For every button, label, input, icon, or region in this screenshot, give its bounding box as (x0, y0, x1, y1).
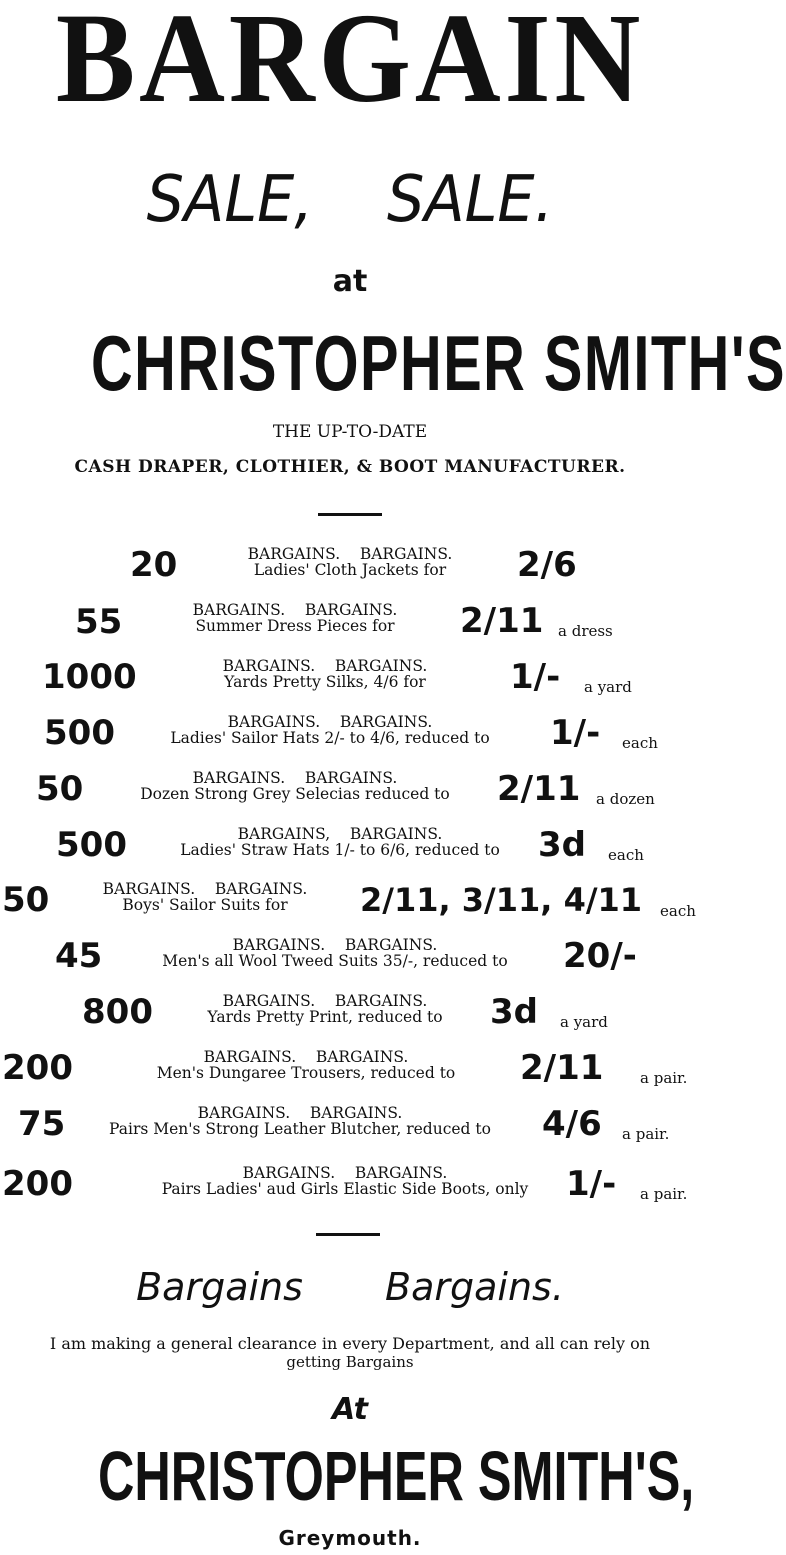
headline-bargain: BARGAIN (55, 0, 645, 129)
item-unit: a yard (560, 1013, 608, 1031)
item-price: 2/6 (517, 545, 577, 585)
item-unit: a pair. (640, 1069, 688, 1087)
item-text: Summer Dress Pieces for (195, 617, 395, 635)
divider-top (318, 513, 382, 516)
town-name: Greymouth. (278, 1526, 422, 1550)
item-text: Ladies' Straw Hats 1/- to 6/6, reduced to (180, 841, 500, 859)
item-heading: BARGAINS. BARGAINS. (242, 1164, 448, 1182)
item-price: 2/11 (520, 1048, 604, 1088)
item-unit: a dozen (596, 790, 655, 808)
item-price: 2/11 (497, 769, 581, 809)
bargains-line: Bargains Bargains. (136, 1265, 564, 1309)
item-price: 1/- (510, 657, 561, 697)
item-unit: each (608, 846, 644, 864)
item-text: Yards Pretty Print, reduced to (207, 1008, 443, 1026)
item-quantity: 50 (2, 880, 50, 920)
item-price: 1/- (566, 1164, 617, 1204)
item-description (140, 937, 530, 969)
item-heading: BARGAINS. BARGAINS. (247, 545, 453, 563)
at-word-footer: At (332, 1392, 368, 1427)
item-description (200, 546, 500, 578)
item-unit: a pair. (640, 1185, 688, 1203)
item-quantity: 200 (2, 1164, 73, 1204)
shop-name: CHRISTOPHER SMITH'S (91, 319, 786, 407)
item-text: Pairs Men's Strong Leather Blutcher, reduced to (109, 1120, 491, 1138)
clearance-text-line1: I am making a general clearance in every Department, and all can rely on (49, 1334, 651, 1353)
item-text: Pairs Ladies' aud Girls Elastic Side Boots, only (161, 1180, 529, 1198)
item-unit: each (660, 902, 696, 920)
item-unit: each (622, 734, 658, 752)
tagline-trades: CASH DRAPER, CLOTHIER, & BOOT MANUFACTURER. (74, 457, 626, 477)
item-quantity: 200 (2, 1048, 73, 1088)
item-text: Yards Pretty Silks, 4/6 for (224, 673, 426, 691)
item-text: Men's Dungaree Trousers, reduced to (156, 1064, 456, 1082)
item-heading: BARGAINS. BARGAINS. (192, 769, 398, 787)
tagline-up-to-date: THE UP-TO-DATE (272, 422, 428, 442)
item-description (136, 1049, 476, 1081)
item-quantity: 50 (36, 769, 84, 809)
item-description (180, 993, 470, 1025)
item-description (90, 1105, 510, 1137)
item-price: 3d (538, 825, 586, 865)
item-description (160, 826, 520, 858)
item-quantity: 1000 (42, 657, 137, 697)
item-quantity: 800 (82, 992, 153, 1032)
item-text: Ladies' Cloth Jackets for (253, 561, 447, 579)
item-heading: BARGAINS. BARGAINS. (222, 992, 428, 1010)
item-heading: BARGAINS. BARGAINS. (192, 601, 398, 619)
item-price: 1/- (550, 713, 601, 753)
item-unit: a yard (584, 678, 632, 696)
item-quantity: 75 (18, 1104, 66, 1144)
at-word: at (332, 264, 368, 299)
item-text: Boys' Sailor Suits for (122, 896, 288, 914)
item-description (120, 770, 470, 802)
clearance-text-line2: getting Bargains (286, 1353, 414, 1371)
item-heading: BARGAINS. BARGAINS. (227, 713, 433, 731)
item-heading: BARGAINS, BARGAINS. (237, 825, 443, 843)
item-price: 4/6 (542, 1104, 602, 1144)
item-price: 2/11, 3/11, 4/11 (360, 881, 643, 919)
item-heading: BARGAINS. BARGAINS. (197, 1104, 403, 1122)
item-quantity: 55 (75, 602, 123, 642)
item-unit: a dress (558, 622, 613, 640)
sale-line: SALE, SALE. (146, 163, 554, 237)
item-heading: BARGAINS. BARGAINS. (203, 1048, 409, 1066)
item-price: 3d (490, 992, 538, 1032)
item-text: Men's all Wool Tweed Suits 35/-, reduced to (162, 952, 508, 970)
item-text: Ladies' Sailor Hats 2/- to 4/6, reduced to (170, 729, 490, 747)
item-quantity: 45 (55, 936, 103, 976)
item-description (140, 1165, 550, 1197)
item-text: Dozen Strong Grey Selecias reduced to (140, 785, 450, 803)
item-price: 2/11 (460, 601, 544, 641)
item-quantity: 500 (56, 825, 127, 865)
item-quantity: 500 (44, 713, 115, 753)
item-description (72, 881, 338, 913)
item-heading: BARGAINS. BARGAINS. (102, 880, 308, 898)
divider-bottom (316, 1233, 380, 1236)
item-price: 20/- (563, 936, 637, 976)
item-quantity: 20 (130, 545, 178, 585)
shop-name-footer: CHRISTOPHER SMITH'S, (97, 1437, 695, 1515)
item-description (150, 602, 440, 634)
item-description (180, 658, 470, 690)
item-unit: a pair. (622, 1125, 670, 1143)
item-heading: BARGAINS. BARGAINS. (222, 657, 428, 675)
item-heading: BARGAINS. BARGAINS. (232, 936, 438, 954)
item-description (150, 714, 510, 746)
